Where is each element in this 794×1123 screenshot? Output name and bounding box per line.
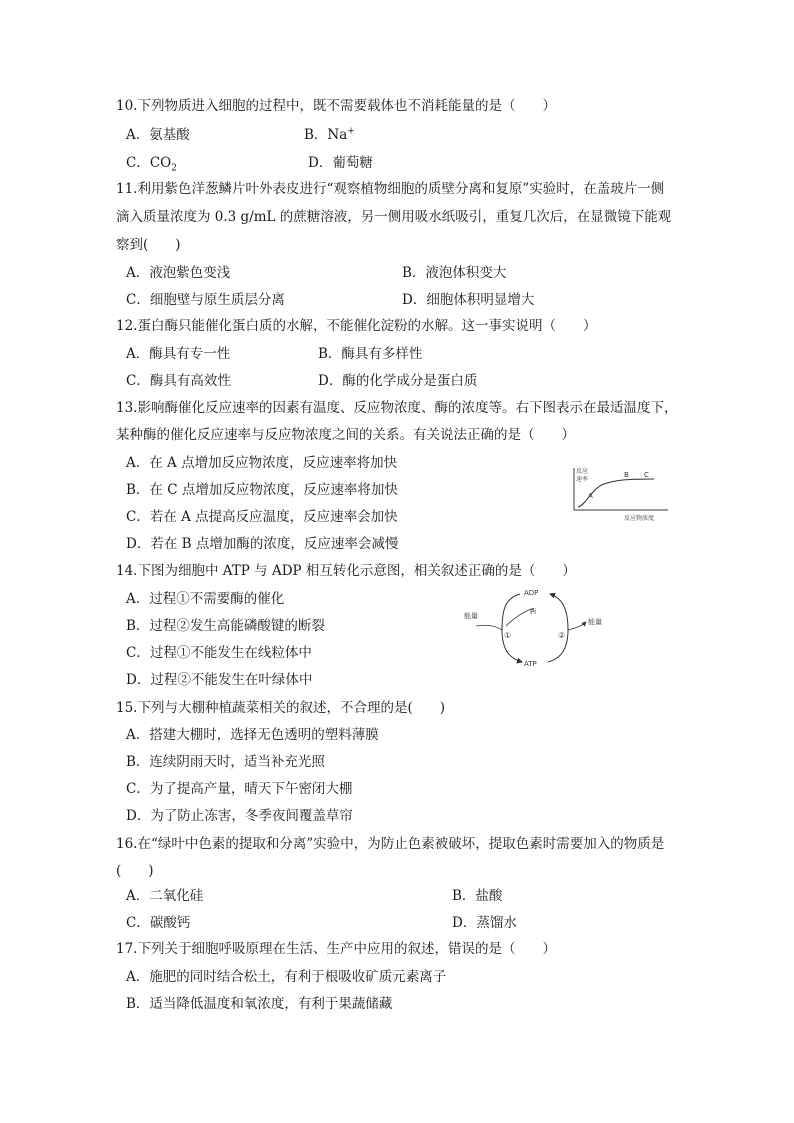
q12-option-a: A．酶具有专一性 bbox=[126, 346, 231, 362]
energy-input-arrow bbox=[476, 625, 502, 630]
pi-label: Pi bbox=[530, 608, 537, 616]
process-1-arrow bbox=[502, 594, 522, 662]
question-11-stem-line-3: 察到( ) bbox=[116, 237, 181, 253]
question-17-stem: 17.下列关于细胞呼吸原理在生活、生产中应用的叙述，错误的是（ ） bbox=[116, 941, 556, 957]
question-15-stem: 15.下列与大棚种植蔬菜相关的叙述，不合理的是( ) bbox=[116, 700, 446, 716]
q10-option-c: C．$CO_2$ bbox=[126, 155, 177, 174]
q12-option-d: D．酶的化学成分是蛋白质 bbox=[318, 373, 478, 389]
question-12-stem: 12.蛋白酶只能催化蛋白质的水解，不能催化淀粉的水解。这一事实说明（ ） bbox=[116, 318, 597, 334]
point-a-label: A bbox=[588, 492, 593, 500]
q14-option-d: D．过程②不能发生在叶绿体中 bbox=[126, 672, 313, 688]
q16-option-d: D．蒸馏水 bbox=[452, 915, 517, 931]
question-13-stem-line-1: 13.影响酶催化反应速率的因素有温度、反应物浓度、酶的浓度等。右下图表示在最适温度下， bbox=[116, 400, 678, 416]
q11-option-c: C．细胞壁与原生质层分离 bbox=[126, 292, 285, 308]
question-10-stem: 10.下列物质进入细胞的过程中，既不需要载体也不消耗能量的是（ ） bbox=[116, 98, 556, 114]
x-axis-label: 反应物浓度 bbox=[624, 515, 655, 522]
q15-option-a: A．搭建大棚时，选择无色透明的塑料薄膜 bbox=[126, 727, 379, 743]
question-14-stem: 14.下图为细胞中 ATP 与 ADP 相互转化示意图，相关叙述正确的是（ ） bbox=[116, 563, 576, 579]
atp-label: ATP bbox=[524, 660, 537, 668]
process-2-arrow bbox=[548, 594, 568, 662]
question-13-stem-line-2: 某种酶的催化反应速率与反应物浓度之间的关系。有关说法正确的是（ ） bbox=[116, 427, 575, 443]
question-11-stem-line-1: 11.利用紫色洋葱鳞片叶外表皮进行“观察植物细胞的质壁分离和复原”实验时，在盖玻片一侧 bbox=[116, 181, 665, 197]
adp-label: ADP bbox=[524, 589, 539, 597]
question-16-stem-line-1: 16.在“绿叶中色素的提取和分离”实验中，为防止色素被破坏，提取色素时需要加入的物质是 bbox=[116, 836, 665, 852]
point-c-label: C bbox=[644, 471, 649, 479]
point-b-label: B bbox=[624, 471, 629, 479]
q12-option-b: B．酶具有多样性 bbox=[318, 346, 423, 362]
q14-option-b: B．过程②发生高能磷酸键的断裂 bbox=[126, 618, 325, 634]
q17-option-b: B．适当降低温度和氧浓度，有利于果蔬储藏 bbox=[126, 996, 393, 1012]
q14-option-c: C．过程①不能发生在线粒体中 bbox=[126, 645, 312, 661]
q16-option-a: A．二氧化硅 bbox=[126, 888, 204, 904]
question-16-stem-line-2: ( ) bbox=[116, 863, 154, 879]
q11-option-d: D．细胞体积明显增大 bbox=[402, 292, 535, 308]
q10-option-b: B．Na+ bbox=[304, 126, 355, 143]
q16-option-b: B．盐酸 bbox=[452, 888, 503, 904]
q10-option-d: D．葡萄糖 bbox=[308, 155, 373, 171]
step-1-label: ① bbox=[504, 631, 512, 640]
energy-output-arrow bbox=[568, 622, 586, 630]
enzyme-rate-graph bbox=[564, 460, 674, 524]
atp-adp-cycle-diagram bbox=[462, 584, 612, 670]
q15-option-d: D．为了防止冻害，冬季夜间覆盖草帘 bbox=[126, 808, 353, 824]
question-11-stem-line-2: 滴入质量浓度为 0.3 g/mL 的蔗糖溶液，另一侧用吸水纸吸引，重复几次后，在显微镜下能观 bbox=[116, 209, 672, 225]
step-2-label: ② bbox=[558, 631, 566, 640]
q13-option-a: A．在 A 点增加反应物浓度，反应速率将加快 bbox=[126, 455, 398, 471]
q10-option-a: A．氨基酸 bbox=[126, 127, 190, 143]
y-axis-label-1: 反应 bbox=[576, 468, 589, 475]
q15-option-b: B．连续阴雨天时，适当补充光照 bbox=[126, 754, 325, 770]
y-axis-label-2: 速率 bbox=[576, 476, 589, 483]
q13-option-c: C．若在 A 点提高反应温度，反应速率会加快 bbox=[126, 509, 398, 525]
right-energy-label: 能量 bbox=[588, 618, 602, 626]
q15-option-c: C．为了提高产量，晴天下午密闭大棚 bbox=[126, 781, 353, 797]
q11-option-b: B．液泡体积变大 bbox=[402, 265, 507, 281]
q12-option-c: C．酶具有高效性 bbox=[126, 373, 231, 389]
q17-option-a: A．施肥的同时结合松土，有利于根吸收矿质元素离子 bbox=[126, 969, 447, 985]
q13-option-d: D．若在 B 点增加酶的浓度，反应速率会减慢 bbox=[126, 536, 399, 552]
q14-option-a: A．过程①不需要酶的催化 bbox=[126, 591, 285, 607]
q16-option-c: C．碳酸钙 bbox=[126, 915, 191, 931]
q13-option-b: B．在 C 点增加反应物浓度，反应速率将加快 bbox=[126, 482, 398, 498]
q11-option-a: A．液泡紫色变浅 bbox=[126, 265, 231, 281]
left-energy-label: 能量 bbox=[464, 612, 478, 620]
